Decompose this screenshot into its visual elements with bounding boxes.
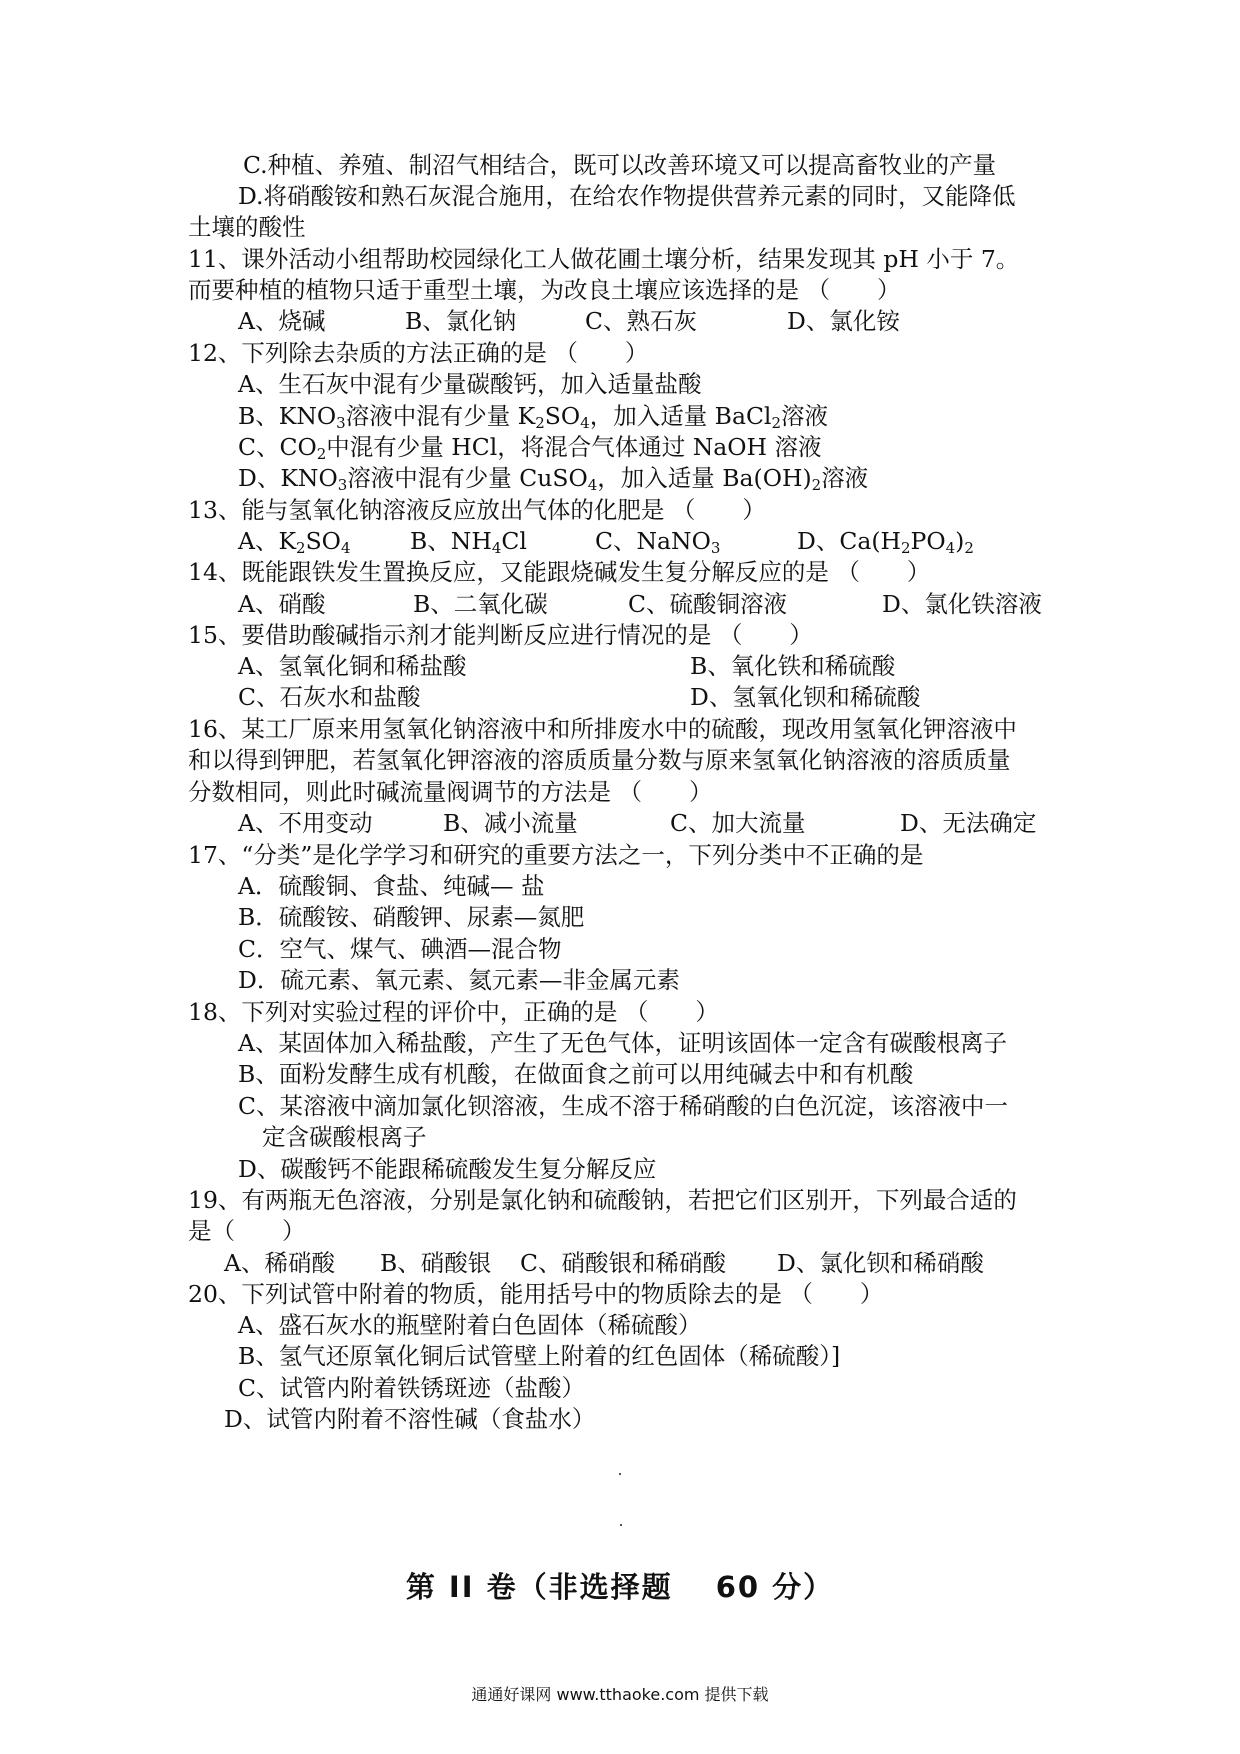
text-line: 和以得到钾肥，若氢氧化钾溶液的溶质质量分数与原来氢氧化钠溶液的溶质质量: [188, 746, 1011, 774]
text-line: 14、既能跟铁发生置换反应，又能跟烧碱发生复分解反应的是 （ ）: [188, 558, 931, 586]
text-line: A、生石灰中混有少量碳酸钙，加入适量盐酸: [238, 370, 702, 398]
text-line: B．硫酸铵、硝酸钾、尿素—氮肥: [238, 903, 585, 931]
answer-option: D、氯化铁溶液: [882, 590, 1042, 618]
text-line: 是（ ）: [188, 1217, 306, 1245]
text-line: 19、有两瓶无色溶液，分别是氯化钠和硫酸钠，若把它们区别开，下列最合适的: [188, 1186, 1017, 1214]
text-line: D．硫元素、氧元素、氦元素—非金属元素: [238, 966, 680, 994]
text-line: C、某溶液中滴加氯化钡溶液，生成不溶于稀硝酸的白色沉淀，该溶液中一: [238, 1092, 1008, 1120]
answer-option: A、$K_2SO_4$: [238, 527, 351, 557]
text-line: 15、要借助酸碱指示剂才能判断反应进行情况的是 （ ）: [188, 621, 813, 649]
answer-option: B、$NH_4Cl$: [410, 527, 527, 557]
footer-watermark: 通通好课网 www.tthaoke.com 提供下载: [471, 1685, 769, 1704]
answer-option: D、氯化钡和稀硝酸: [777, 1249, 984, 1277]
text-line: B、$KNO_3$溶液中混有少量 $K_2SO_4$，加入适量 BaCl$_2$溶液: [238, 402, 828, 432]
answer-option: A、烧碱: [238, 307, 326, 335]
text-line: D、碳酸钙不能跟稀硫酸发生复分解反应: [238, 1155, 657, 1183]
text-line: 20、下列试管中附着的物质，能用括号中的物质除去的是 （ ）: [188, 1280, 884, 1308]
text-line: C、试管内附着铁锈斑迹（盐酸）: [238, 1374, 585, 1402]
text-line: 土壤的酸性: [188, 213, 306, 241]
answer-option: C、熟石灰: [585, 307, 697, 335]
text-line: 18、下列对实验过程的评价中，正确的是 （ ）: [188, 998, 719, 1026]
text-line: A．硫酸铜、食盐、纯碱— 盐: [238, 872, 545, 900]
answer-option: D、氢氧化钡和稀硫酸: [690, 683, 921, 711]
answer-option: B、硝酸银: [380, 1249, 492, 1277]
text-line: D.将硝酸铵和熟石灰混合施用，在给农作物提供营养元素的同时，又能降低: [238, 182, 1016, 210]
text-line: B、氢气还原氧化铜后试管壁上附着的红色固体（稀硫酸）]: [238, 1342, 841, 1370]
answer-option: C、NaNO$_3$: [595, 527, 721, 557]
answer-option: D、$Ca(H_2PO_4)_2$: [797, 527, 974, 557]
answer-option: A、稀硝酸: [224, 1249, 335, 1277]
text-line: 12、下列除去杂质的方法正确的是 （ ）: [188, 339, 649, 367]
text-line: 17、“分类”是化学学习和研究的重要方法之一，下列分类中不正确的是: [188, 841, 924, 869]
text-line: 定含碳酸根离子: [262, 1123, 427, 1151]
section-title: 第 II 卷（非选择题 60 分）: [405, 1570, 835, 1604]
text-line: D、试管内附着不溶性碱（食盐水）: [224, 1405, 596, 1433]
scan-speck: [619, 1473, 621, 1475]
answer-option: C、石灰水和盐酸: [238, 683, 421, 711]
answer-option: C、硫酸铜溶液: [628, 590, 787, 618]
text-line: 13、能与氢氧化钠溶液反应放出气体的化肥是 （ ）: [188, 496, 766, 524]
text-line: B、面粉发酵生成有机酸，在做面食之前可以用纯碱去中和有机酸: [238, 1060, 914, 1088]
answer-option: B、减小流量: [443, 809, 578, 837]
text-line: 11、课外活动小组帮助校园绿化工人做花圃土壤分析，结果发现其 pH 小于 7。: [188, 245, 1020, 273]
answer-option: C、硝酸银和稀硝酸: [520, 1249, 726, 1277]
answer-option: D、无法确定: [900, 809, 1037, 837]
text-line: C、$CO_2$中混有少量 HCl，将混合气体通过 NaOH 溶液: [238, 433, 822, 463]
answer-option: B、氯化钠: [405, 307, 517, 335]
text-line: A、某固体加入稀盐酸，产生了无色气体，证明该固体一定含有碳酸根离子: [238, 1029, 1007, 1057]
text-line: 而要种植的植物只适于重型土壤，为改良土壤应该选择的是 （ ）: [188, 276, 901, 304]
answer-option: B、氧化铁和稀硫酸: [690, 652, 896, 680]
text-line: C．空气、煤气、碘酒—混合物: [238, 935, 562, 963]
answer-option: A、氢氧化铜和稀盐酸: [238, 652, 467, 680]
answer-option: C、加大流量: [670, 809, 806, 837]
scan-speck: [620, 1524, 622, 1526]
answer-option: A、硝酸: [238, 590, 326, 618]
text-line: C.种植、养殖、制沼气相结合，既可以改善环境又可以提高畜牧业的产量: [243, 151, 997, 179]
text-line: A、盛石灰水的瓶壁附着白色固体（稀硫酸）: [238, 1311, 702, 1339]
text-line: 分数相同，则此时碱流量阀调节的方法是 （ ）: [188, 778, 713, 806]
answer-option: D、氯化铵: [787, 307, 900, 335]
text-line: D、$KNO_3$溶液中混有少量 CuSO$_4$，加入适量 $Ba(OH)_2$溶液: [238, 464, 869, 494]
answer-option: B、二氧化碳: [413, 590, 548, 618]
text-line: 16、某工厂原来用氢氧化钠溶液中和所排废水中的硫酸，现改用氢氧化钾溶液中: [188, 715, 1017, 743]
answer-option: A、不用变动: [238, 809, 373, 837]
